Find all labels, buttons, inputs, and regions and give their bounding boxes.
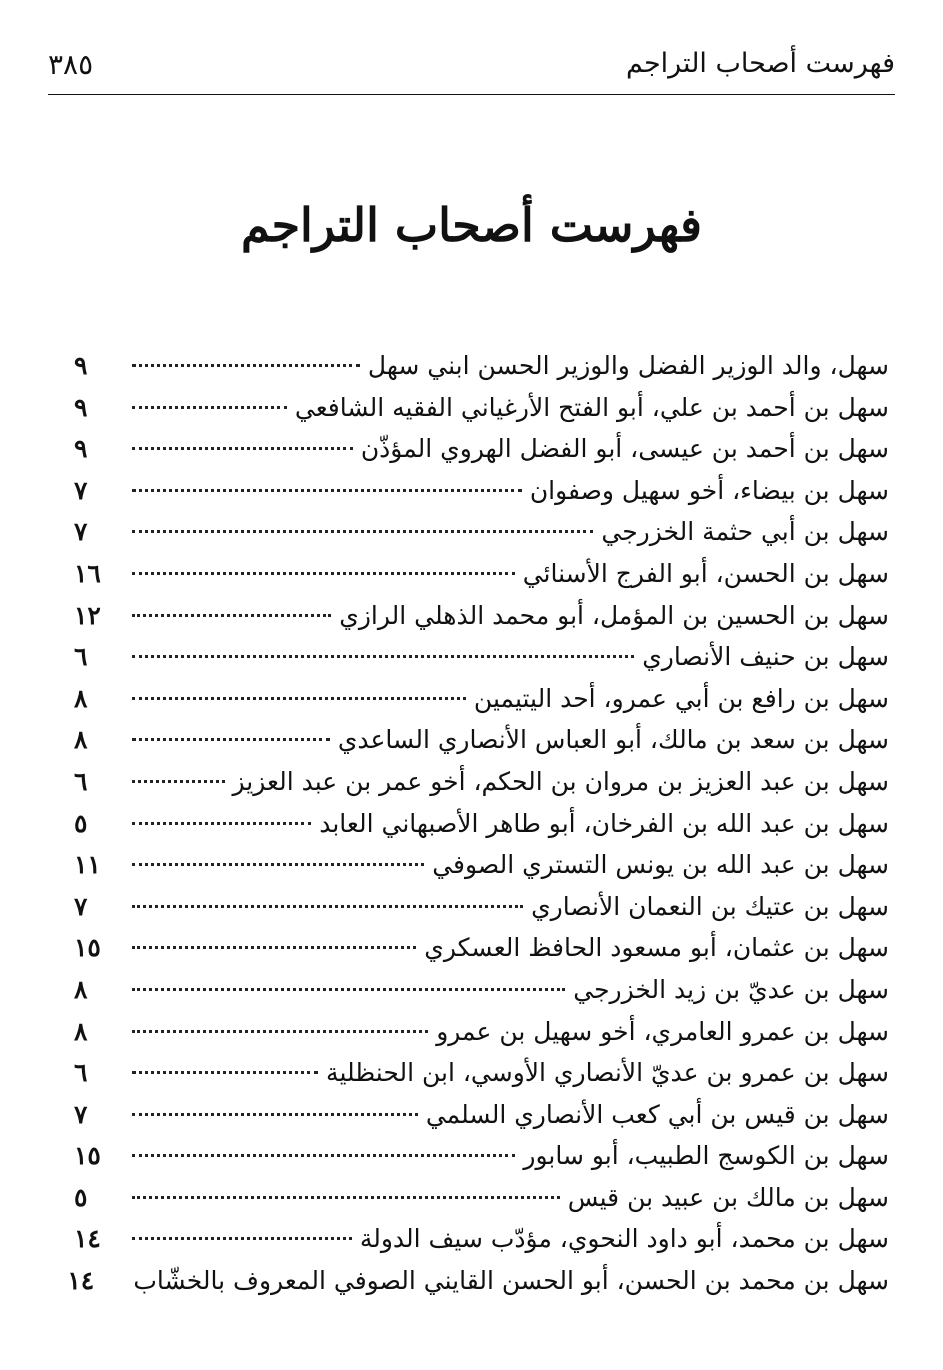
dot-leader (132, 447, 353, 450)
entry-name: سهل بن سعد بن مالك، أبو العباس الأنصاري الساعدي (337, 725, 889, 755)
dot-leader (132, 1113, 418, 1116)
index-entry (74, 1094, 889, 1136)
page-number: ٣٨٥ (48, 48, 94, 81)
entry-name: سهل بن بيضاء، أخو سهيل وصفوان (529, 475, 889, 505)
index-entry (74, 553, 889, 595)
entry-page-number: ٥ (74, 808, 88, 838)
entry-page-number: ١٤ (67, 1266, 95, 1296)
dot-leader (132, 946, 416, 949)
dot-leader (132, 614, 331, 617)
entry-name: سهل بن عتيك بن النعمان الأنصاري (531, 891, 889, 921)
entry-name: سهل بن أبي حثمة الخزرجي (601, 517, 889, 547)
index-entry (74, 595, 889, 637)
entry-name: سهل بن عبد العزيز بن مروان بن الحكم، أخو عمر بن عبد العزيز (232, 766, 889, 796)
entry-page-number: ٩ (74, 392, 88, 422)
entry-page-number: ٩ (74, 434, 88, 464)
entry-page-number: ٧ (74, 517, 88, 547)
entry-page-number: ١١ (74, 850, 101, 880)
entry-name: سهل بن محمد، أبو داود النحوي، مؤدّب سيف الدولة (359, 1224, 889, 1254)
index-entry (74, 1011, 889, 1053)
dot-leader (132, 1154, 515, 1157)
dot-leader (132, 655, 634, 658)
entry-name: سهل بن عثمان، أبو مسعود الحافظ العسكري (424, 933, 889, 963)
entry-name: سهل بن حنيف الأنصاري (642, 642, 889, 672)
entry-page-number: ١٥ (74, 1141, 101, 1171)
index-entry (74, 803, 889, 845)
index-entry (74, 844, 889, 886)
entry-name: سهل بن عمرو العامري، أخو سهيل بن عمرو (436, 1016, 889, 1046)
entry-name: سهل بن قيس بن أبي كعب الأنصاري السلمي (425, 1099, 889, 1129)
index-entry (74, 511, 889, 553)
dot-leader (132, 406, 287, 409)
entry-page-number: ٦ (74, 1058, 88, 1088)
entry-name: سهل بن الحسين بن المؤمل، أبو محمد الذهلي الرازي (339, 600, 889, 630)
entry-name: سهل بن مالك بن عبيد بن قيس (567, 1182, 889, 1212)
index-entry (74, 927, 889, 969)
entry-page-number: ٨ (74, 725, 88, 755)
index-entry (74, 387, 889, 429)
entry-name: سهل بن الحسن، أبو الفرج الأسنائي (522, 558, 889, 588)
entry-name: سهل بن رافع بن أبي عمرو، أحد اليتيمين (473, 683, 889, 713)
entry-page-number: ٩ (74, 351, 88, 380)
dot-leader (132, 738, 330, 741)
entry-name: سهل بن الكوسج الطبيب، أبو سابور (523, 1141, 889, 1171)
dot-leader (132, 364, 360, 367)
dot-leader (132, 572, 515, 575)
entry-page-number: ٨ (74, 974, 88, 1004)
index-entry (74, 1177, 889, 1219)
index-entry (74, 470, 889, 512)
entry-page-number: ١٦ (74, 558, 101, 588)
biography-index-list (67, 345, 889, 1302)
dot-leader (132, 822, 311, 825)
entry-name: سهل بن أحمد بن عيسى، أبو الفضل الهروي المؤذّن (360, 434, 889, 464)
index-entry (74, 345, 889, 387)
entry-name: سهل بن عديّ بن زيد الخزرجي (573, 974, 889, 1004)
dot-leader (132, 905, 523, 908)
index-entry (74, 1135, 889, 1177)
dot-leader (132, 1237, 352, 1240)
dot-leader (132, 1071, 318, 1074)
dot-leader (132, 489, 522, 492)
entry-page-number: ١٢ (74, 600, 101, 630)
entry-name: سهل بن محمد بن الحسن، أبو الحسن القايني الصوفي المعروف بالخشّاب (133, 1266, 889, 1296)
index-entry (67, 1260, 889, 1302)
index-heading: فهرست أصحاب التراجم (240, 198, 703, 252)
entry-page-number: ٧ (74, 1099, 88, 1129)
dot-leader (132, 697, 466, 700)
index-entry (74, 678, 889, 720)
index-entry (74, 761, 889, 803)
entry-page-number: ٧ (74, 891, 88, 921)
index-entry (74, 886, 889, 928)
running-header (48, 34, 895, 95)
entry-name: سهل بن أحمد بن علي، أبو الفتح الأرغياني الفقيه الشافعي (294, 392, 889, 422)
entry-page-number: ١٥ (74, 933, 101, 963)
index-entry (74, 636, 889, 678)
index-entry (74, 719, 889, 761)
entry-page-number: ١٤ (74, 1224, 101, 1254)
dot-leader (132, 780, 225, 783)
index-entry (74, 969, 889, 1011)
entry-name: سهل بن عبد الله بن يونس التستري الصوفي (432, 850, 889, 880)
index-entry (74, 1218, 889, 1260)
dot-leader (132, 1196, 560, 1199)
dot-leader (132, 863, 424, 866)
running-title: فهرست أصحاب التراجم (626, 48, 895, 79)
entry-page-number: ٧ (74, 475, 88, 505)
entry-page-number: ٥ (74, 1182, 88, 1212)
index-entry (74, 428, 889, 470)
dot-leader (132, 530, 593, 533)
entry-page-number: ٨ (74, 683, 88, 713)
entry-page-number: ٦ (74, 642, 88, 672)
entry-name: سهل بن عمرو بن عديّ الأنصاري الأوسي، ابن الحنظلية (326, 1058, 889, 1088)
dot-leader (132, 1030, 428, 1033)
dot-leader (132, 988, 565, 991)
entry-page-number: ٨ (74, 1016, 88, 1046)
entry-name: سهل بن عبد الله بن الفرخان، أبو طاهر الأصبهاني العابد (319, 808, 889, 838)
index-entry (74, 1052, 889, 1094)
entry-name: سهل، والد الوزير الفضل والوزير الحسن ابني سهل (367, 351, 889, 380)
entry-page-number: ٦ (74, 766, 88, 796)
